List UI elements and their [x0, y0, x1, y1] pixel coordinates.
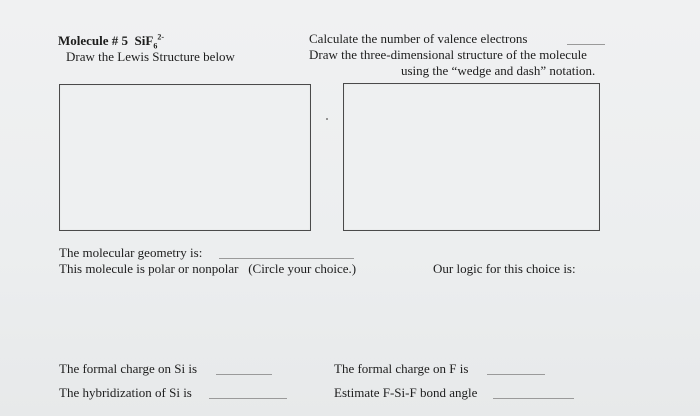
- molecule-number: Molecule # 5: [58, 33, 129, 48]
- hybridization-si-label: The hybridization of Si is: [59, 385, 192, 400]
- logic-label: Our logic for this choice is:: [433, 261, 576, 276]
- polarity-label: This molecule is polar or nonpolar (Circle your choice.): [59, 261, 357, 276]
- molecule-formula: SiF$_6^{2-}$: [134, 32, 165, 51]
- molecular-geometry-blank[interactable]: [219, 258, 354, 259]
- lewis-structure-label: Draw the Lewis Structure below: [66, 49, 235, 64]
- paper-speck: [326, 118, 328, 120]
- valence-electrons-label: Calculate the number of valence electrons: [309, 31, 528, 46]
- bond-angle-blank[interactable]: [493, 398, 574, 399]
- valence-electrons-blank[interactable]: [567, 44, 605, 45]
- circle-choice-hint: (Circle your choice.): [248, 261, 357, 276]
- molecule-heading: [58, 32, 165, 51]
- formal-charge-f-blank[interactable]: [487, 374, 545, 375]
- wedge-dash-label: using the “wedge and dash” notation.: [401, 63, 596, 78]
- molecular-geometry-label: The molecular geometry is:: [59, 245, 203, 260]
- three-d-structure-label: Draw the three-dimensional structure of the molecule: [309, 47, 587, 62]
- bond-angle-label: Estimate F-Si-F bond angle: [334, 385, 478, 400]
- lewis-structure-box[interactable]: [59, 84, 311, 231]
- formal-charge-si-label: The formal charge on Si is: [59, 361, 198, 376]
- three-d-structure-box[interactable]: [343, 83, 600, 231]
- hybridization-si-blank[interactable]: [209, 398, 287, 399]
- formal-charge-si-blank[interactable]: [216, 374, 272, 375]
- formal-charge-f-label: The formal charge on F is: [334, 361, 469, 376]
